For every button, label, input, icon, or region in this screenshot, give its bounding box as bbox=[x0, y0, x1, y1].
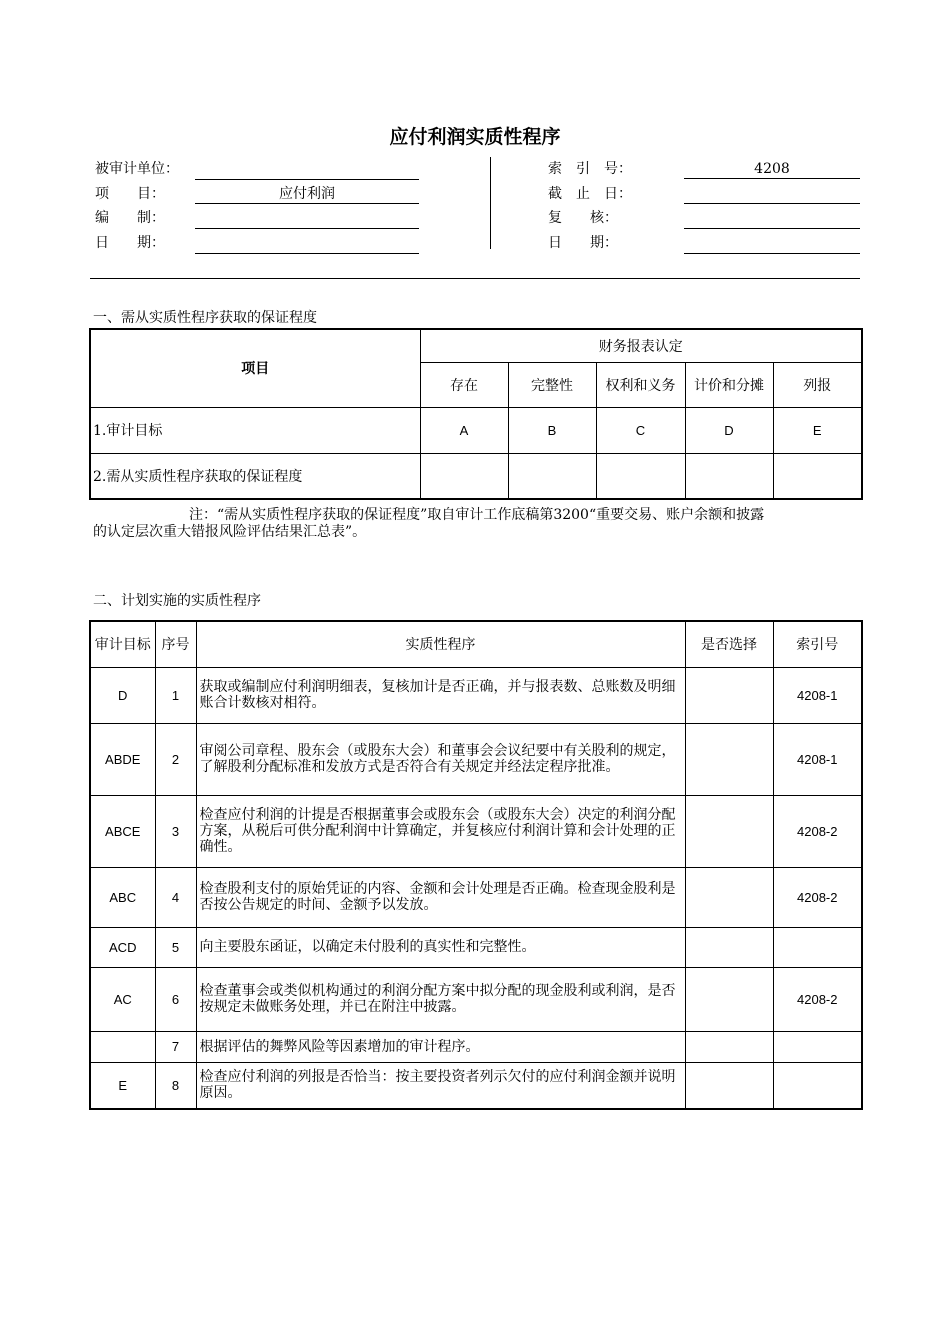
assurance-cell[interactable] bbox=[508, 453, 596, 499]
table-row bbox=[90, 927, 862, 967]
assurance-cell[interactable] bbox=[596, 453, 685, 499]
row-procedure: 根据评估的舞弊风险等因素增加的审计程序。 bbox=[196, 1031, 685, 1062]
note-line-1: 注：“需从实质性程序获取的保证程度”取自审计工作底稿第3200“重要交易、账户余额和披露 bbox=[189, 507, 765, 523]
row-no: 5 bbox=[155, 927, 196, 967]
row-selected[interactable] bbox=[685, 967, 773, 1031]
row-procedure: 检查应付利润的计提是否根据董事会或股东会（或股东大会）决定的利润分配方案，从税后可供分配利润中计算确定，并复核应付利润计算和会计处理的正确性。 bbox=[196, 795, 685, 867]
header-label-auditee: 被审计单位： bbox=[95, 161, 179, 177]
objective-d: D bbox=[685, 407, 773, 453]
col-target-header: 审计目标 bbox=[90, 621, 155, 667]
table-row bbox=[90, 723, 862, 795]
row-index bbox=[773, 1062, 862, 1109]
row-index: 4208-1 bbox=[773, 723, 862, 795]
page-title: 应付利润实质性程序 bbox=[389, 126, 561, 148]
objective-a: A bbox=[420, 407, 508, 453]
row-index: 4208-2 bbox=[773, 867, 862, 927]
row-target bbox=[90, 1031, 155, 1062]
header-label-date-right: 日 期： bbox=[548, 235, 618, 251]
row-procedure: 向主要股东函证，以确定未付股利的真实性和完整性。 bbox=[196, 927, 685, 967]
objective-c: C bbox=[596, 407, 685, 453]
table-row bbox=[90, 795, 862, 867]
row-selected[interactable] bbox=[685, 1062, 773, 1109]
row-selected[interactable] bbox=[685, 795, 773, 867]
table-row bbox=[90, 1031, 862, 1062]
assurance-cell[interactable] bbox=[685, 453, 773, 499]
assurance-cell[interactable] bbox=[420, 453, 508, 499]
table-row bbox=[90, 967, 862, 1031]
row-target: ABC bbox=[90, 867, 155, 927]
row-index bbox=[773, 1031, 862, 1062]
header-label-index: 索 引 号： bbox=[548, 161, 632, 177]
assurance-cell[interactable] bbox=[773, 453, 862, 499]
table-row bbox=[90, 1062, 862, 1109]
date-field-right[interactable] bbox=[684, 233, 860, 254]
auditee-field[interactable] bbox=[195, 159, 419, 180]
col-no-header: 序号 bbox=[155, 621, 196, 667]
assertion-rights: 权利和义务 bbox=[596, 362, 685, 407]
assertion-valuation: 计价和分摊 bbox=[685, 362, 773, 407]
header-label-preparer: 编 制： bbox=[95, 210, 165, 226]
note-line-2: 的认定层次重大错报风险评估结果汇总表”。 bbox=[93, 524, 367, 540]
row-no: 7 bbox=[155, 1031, 196, 1062]
row-target: ABCE bbox=[90, 795, 155, 867]
col-index-header: 索引号 bbox=[773, 621, 862, 667]
project-field[interactable]: 应付利润 bbox=[195, 183, 419, 204]
table-row bbox=[90, 667, 862, 723]
row-procedure: 检查董事会或类似机构通过的利润分配方案中拟分配的现金股利或利润，是否按规定未做账务处理，并已在附注中披露。 bbox=[196, 967, 685, 1031]
reviewer-field[interactable] bbox=[684, 208, 860, 229]
objective-b: B bbox=[508, 407, 596, 453]
row-procedure: 审阅公司章程、股东会（或股东大会）和董事会会议纪要中有关股利的规定，了解股利分配标准和发放方式是否符合有关规定并经法定程序批准。 bbox=[196, 723, 685, 795]
row-selected[interactable] bbox=[685, 867, 773, 927]
assertion-completeness: 完整性 bbox=[508, 362, 596, 407]
row-selected[interactable] bbox=[685, 927, 773, 967]
header-label-cutoff: 截 止 日： bbox=[548, 186, 632, 202]
row-audit-objective: 1.审计目标 bbox=[90, 407, 420, 453]
row-selected[interactable] bbox=[685, 667, 773, 723]
col-selected-header: 是否选择 bbox=[685, 621, 773, 667]
section1-heading: 一、需从实质性程序获取的保证程度 bbox=[93, 310, 317, 326]
row-procedure: 获取或编制应付利润明细表，复核加计是否正确，并与报表数、总账数及明细账合计数核对相符。 bbox=[196, 667, 685, 723]
assertions-group-header: 财务报表认定 bbox=[420, 329, 862, 362]
table-row bbox=[90, 867, 862, 927]
row-index bbox=[773, 927, 862, 967]
row-index: 4208-1 bbox=[773, 667, 862, 723]
row-procedure: 检查应付利润的列报是否恰当：按主要投资者列示欠付的应付利润金额并说明原因。 bbox=[196, 1062, 685, 1109]
assertion-existence: 存在 bbox=[420, 362, 508, 407]
preparer-field[interactable] bbox=[195, 208, 419, 229]
row-target: ACD bbox=[90, 927, 155, 967]
col-item-header: 项目 bbox=[90, 329, 420, 407]
assurance-table bbox=[89, 328, 863, 500]
col-procedure-header: 实质性程序 bbox=[196, 621, 685, 667]
row-procedure: 检查股利支付的原始凭证的内容、金额和会计处理是否正确。检查现金股利是否按公告规定的时间、金额予以发放。 bbox=[196, 867, 685, 927]
row-no: 3 bbox=[155, 795, 196, 867]
row-target: ABDE bbox=[90, 723, 155, 795]
header-label-reviewer: 复 核： bbox=[548, 210, 618, 226]
assertion-presentation: 列报 bbox=[773, 362, 862, 407]
row-index: 4208-2 bbox=[773, 795, 862, 867]
index-field[interactable]: 4208 bbox=[684, 158, 860, 179]
header-rule bbox=[90, 278, 860, 279]
procedures-table bbox=[89, 620, 863, 1110]
row-assurance-level: 2.需从实质性程序获取的保证程度 bbox=[90, 453, 420, 499]
row-target: D bbox=[90, 667, 155, 723]
row-selected[interactable] bbox=[685, 1031, 773, 1062]
date-field-left[interactable] bbox=[195, 233, 419, 254]
section1-note bbox=[93, 507, 853, 541]
row-no: 4 bbox=[155, 867, 196, 927]
row-target: E bbox=[90, 1062, 155, 1109]
row-no: 2 bbox=[155, 723, 196, 795]
section2-heading: 二、计划实施的实质性程序 bbox=[93, 593, 261, 609]
row-no: 8 bbox=[155, 1062, 196, 1109]
cutoff-field[interactable] bbox=[684, 183, 860, 204]
header-label-date-left: 日 期： bbox=[95, 235, 165, 251]
row-no: 1 bbox=[155, 667, 196, 723]
row-selected[interactable] bbox=[685, 723, 773, 795]
header-divider bbox=[490, 157, 491, 249]
objective-e: E bbox=[773, 407, 862, 453]
header-label-project: 项 目： bbox=[95, 186, 165, 202]
row-no: 6 bbox=[155, 967, 196, 1031]
row-target: AC bbox=[90, 967, 155, 1031]
row-index: 4208-2 bbox=[773, 967, 862, 1031]
